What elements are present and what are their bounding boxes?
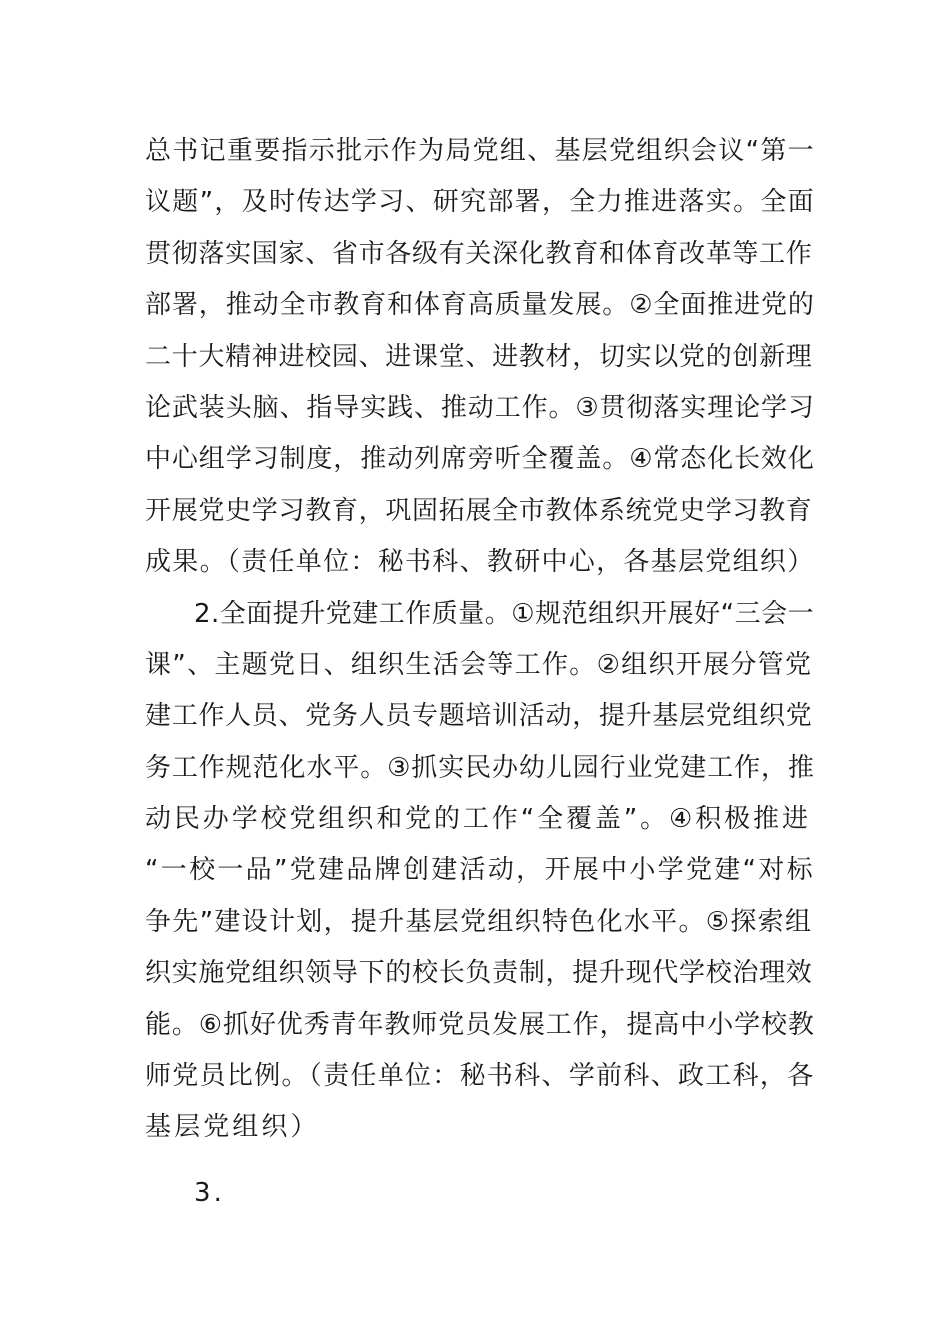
paragraph-line: 织实施党组织领导下的校长负责制，提升现代学校治理效 bbox=[145, 958, 813, 989]
paragraph-line: 师党员比例。（责任单位：秘书科、学前科、政工科，各 bbox=[145, 1061, 815, 1092]
paragraph-line: 开展党史学习教育，巩固拓展全市教体系统党史学习教育 bbox=[145, 495, 813, 526]
paragraph-spacer bbox=[145, 1154, 815, 1168]
paragraph-line: 建工作人员、党务人员专题培训活动，提升基层党组织党 bbox=[145, 701, 813, 732]
paragraph-line: 动民办学校党组织和党的工作“全覆盖”。④积极推进 bbox=[145, 804, 811, 835]
paragraph-line: 能。⑥抓好优秀青年教师党员发展工作，提高中小学校教 bbox=[145, 1009, 815, 1040]
paragraph-line: 争先”建设计划，提升基层党组织特色化水平。⑤探索组 bbox=[145, 906, 813, 937]
paragraph-2 bbox=[145, 589, 815, 1154]
paragraph-line: 二十大精神进校园、进课堂、进教材，切实以党的创新理 bbox=[145, 341, 813, 372]
paragraph-3 bbox=[145, 1168, 815, 1219]
paragraph-line: 3. bbox=[194, 1177, 226, 1208]
paragraph-line: 贯彻落实国家、省市各级有关深化教育和体育改革等工作 bbox=[145, 238, 813, 269]
paragraph-line: 部署，推动全市教育和体育高质量发展。②全面推进党的 bbox=[145, 290, 815, 321]
document-body bbox=[145, 126, 815, 1219]
paragraph-line: 成果。（责任单位：秘书科、教研中心，各基层党组织） bbox=[145, 547, 815, 578]
paragraph-line: 总书记重要指示批示作为局党组、基层党组织会议“第一 bbox=[145, 136, 815, 166]
paragraph-line: 基层党组织） bbox=[145, 1112, 320, 1143]
paragraph-line: “一校一品”党建品牌创建活动，开展中小学党建“对标 bbox=[145, 855, 815, 886]
paragraph-line: 论武装头脑、指导实践、推动工作。③贯彻落实理论学习 bbox=[145, 392, 815, 423]
paragraph-line: 议题”，及时传达学习、研究部署，全力推进落实。全面 bbox=[145, 187, 815, 218]
paragraph-line: 2.全面提升党建工作质量。①规范组织开展好“三会一 bbox=[194, 598, 815, 629]
paragraph-line: 务工作规范化水平。③抓实民办幼儿园行业党建工作，推 bbox=[145, 752, 815, 783]
paragraph-line: 中心组学习制度，推动列席旁听全覆盖。④常态化长效化 bbox=[145, 444, 815, 475]
paragraph-line: 课”、主题党日、组织生活会等工作。②组织开展分管党 bbox=[145, 649, 813, 680]
paragraph-1 bbox=[145, 126, 815, 589]
